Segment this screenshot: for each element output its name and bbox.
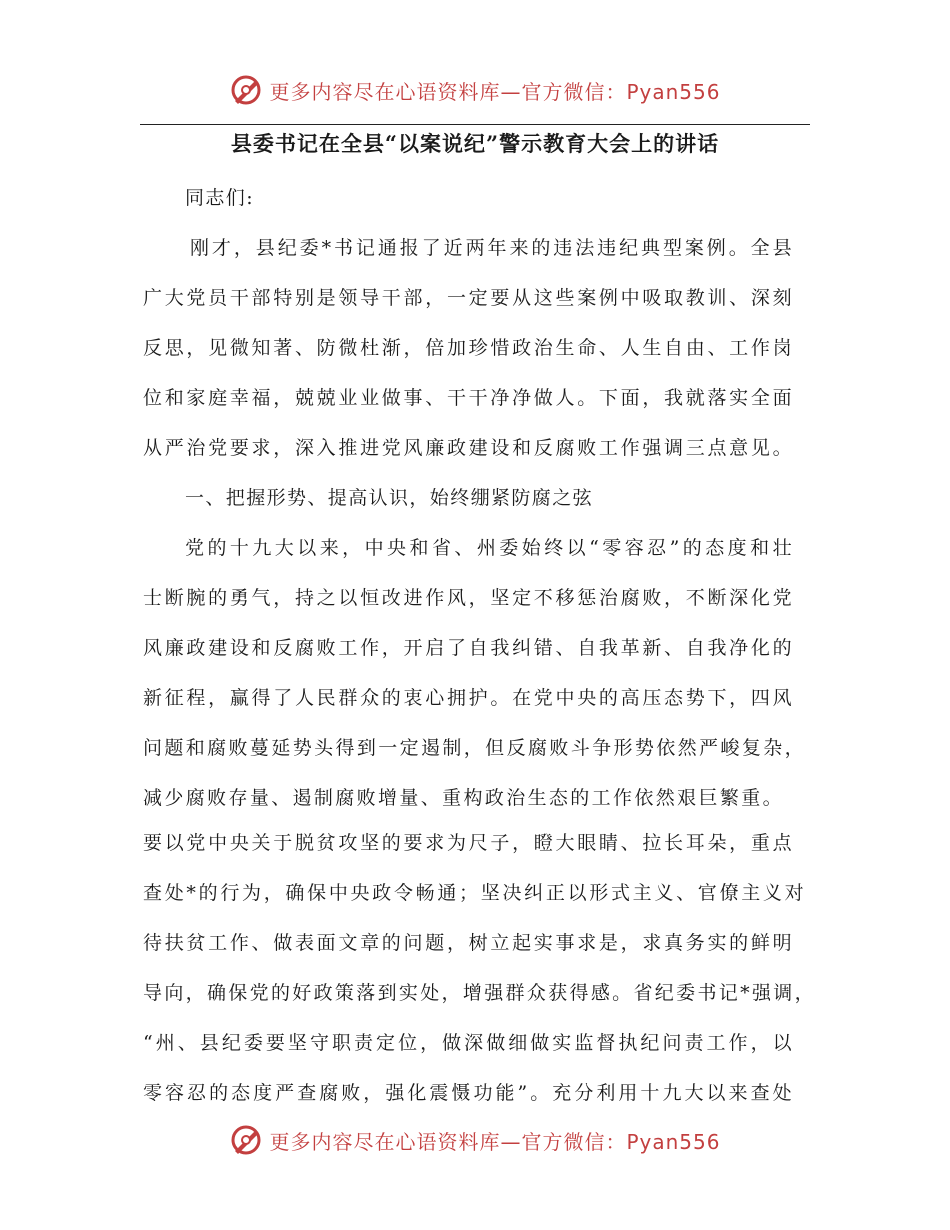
- text-line: 党的十九大以来，中央和省、州委始终以“零容忍”的态度和壮: [185, 537, 793, 559]
- text-line: “州、县纪委要坚守职责定位，做深做细做实监督执纪问责工作，以: [143, 1032, 793, 1054]
- text-line: 查处*的行为，确保中央政令畅通；坚决纠正以形式主义、官僚主义对: [143, 882, 805, 904]
- pen-logo-icon: [229, 73, 263, 107]
- text-line: 士断腕的勇气，持之以恒改进作风，坚定不移惩治腐败，不断深化党: [143, 587, 793, 609]
- pen-logo-icon: [229, 1123, 263, 1157]
- text-line: 问题和腐败蔓延势头得到一定遏制，但反腐败斗争形势依然严峻复杂，: [143, 737, 805, 759]
- text-line: 待扶贫工作、做表面文章的问题，树立起实事求是，求真务实的鲜明: [143, 932, 793, 954]
- header-divider: [140, 124, 810, 125]
- footer-watermark: [0, 1120, 950, 1160]
- text-line: 要以党中央关于脱贫攻坚的要求为尺子，瞪大眼睛、拉长耳朵，重点: [143, 832, 793, 854]
- text-line: 从严治党要求，深入推进党风廉政建设和反腐败工作强调三点意见。: [143, 437, 793, 459]
- text-line: 同志们:: [185, 187, 255, 209]
- text-line: 广大党员干部特别是领导干部，一定要从这些案例中吸取教训、深刻: [143, 287, 793, 309]
- text-line: 导向，确保党的好政策落到实处，增强群众获得感。省纪委书记*强调，: [143, 982, 815, 1004]
- text-line: 新征程，赢得了人民群众的衷心拥护。在党中央的高压态势下，四风: [143, 687, 793, 709]
- header-watermark: [0, 70, 950, 110]
- text-line: 位和家庭幸福，兢兢业业做事、干干净净做人。下面，我就落实全面: [143, 387, 793, 409]
- text-line: 反思，见微知著、防微杜渐，倍加珍惜政治生命、人生自由、工作岗: [143, 337, 793, 359]
- page-title: 县委书记在全县“以案说纪”警示教育大会上的讲话: [230, 131, 720, 156]
- text-line: 零容忍的态度严查腐败，强化震慑功能”。充分利用十九大以来查处: [143, 1082, 793, 1104]
- text-line: 刚才，县纪委*书记通报了近两年来的违法违纪典型案例。全县: [190, 237, 793, 259]
- text-line: 风廉政建设和反腐败工作，开启了自我纠错、自我革新、自我净化的: [143, 637, 793, 659]
- watermark-text: 更多内容尽在心语资料库—官方微信：Pyan556: [269, 1129, 721, 1154]
- text-line: 减少腐败存量、遏制腐败增量、重构政治生态的工作依然艰巨繁重。: [143, 787, 783, 809]
- section-heading: 一、把握形势、提高认识，始终绷紧防腐之弦: [185, 487, 594, 509]
- watermark-text: 更多内容尽在心语资料库—官方微信：Pyan556: [269, 79, 721, 104]
